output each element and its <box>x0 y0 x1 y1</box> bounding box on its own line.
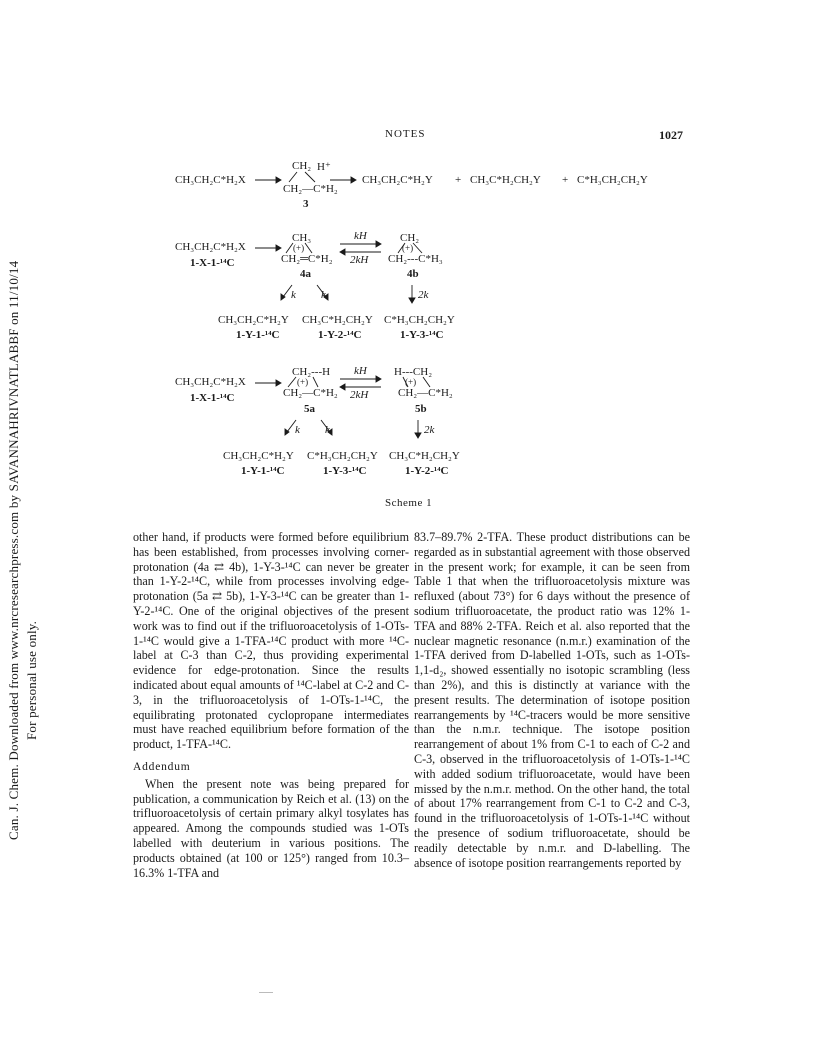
row1-product-3: C*H₃CH₂CH₂Y <box>577 174 648 186</box>
row1-intermediate-bottom: CH₂—C*H₂ <box>283 183 338 195</box>
row2-k-middle: k <box>321 289 326 301</box>
download-note-line-2: For personal use only. <box>24 620 39 740</box>
row2-4b-bottom: CH₂---C*H₃ <box>388 253 443 265</box>
row2-product-2: CH₃C*H₂CH₂Y <box>302 314 373 326</box>
row1-intermediate-label: 3 <box>303 198 309 210</box>
row2-4b-top: CH₂ <box>400 232 420 244</box>
row3-5b-charge: (+) <box>405 377 417 387</box>
row2-product-3: C*H₃CH₂CH₂Y <box>384 314 455 326</box>
left-column <box>133 530 409 880</box>
row2-product-1-label: 1-Y-1-¹⁴C <box>236 329 280 341</box>
row2-k-left: k <box>291 289 296 301</box>
row2-4a-label: 4a <box>300 268 311 280</box>
row3-k-right: 2k <box>424 424 435 436</box>
row3-k-left: k <box>295 424 300 436</box>
row2-4a-charge: (+) <box>293 243 305 253</box>
row3-k-middle: k <box>325 424 330 436</box>
row3-5b-label: 5b <box>415 403 427 415</box>
left-paragraph-1: other hand, if products were formed before equilibrium has been established, from processes involving corner-protonation (4a ⇄ 4b), 1-Y-3-¹⁴C can never be greater than 1-Y-2-¹⁴C, while from processes involving edge-protonation (5a ⇄ 5b), 1-Y-3-¹⁴C can be greater than 1-Y-2-¹⁴C. One of the original objectives of the present work was to find out if the trifluoroacetolysis of 1-OTs-1-¹⁴C would give a 1-TFA-¹⁴C product with more ¹⁴C-label at C-3 than C-2, thus providing experimental evidence for edge-protonation. Since the results indicated about equal amounts of ¹⁴C-label at C-2 and C-3, in the trifluoroacetolysis of 1-OTs-1-¹⁴C, the equilibrating protonated cyclopropane intermediates must have reached equilibrium before formation of the product, 1-TFA-¹⁴C. <box>133 530 409 752</box>
row3-5b-top: H---CH₂ <box>394 366 433 378</box>
row2-4b-label: 4b <box>407 268 419 280</box>
footer-mark <box>259 992 273 993</box>
right-column <box>414 530 690 870</box>
row1-intermediate-top: CH₂ <box>292 160 312 172</box>
row3-5b-bottom: CH₂—C*H₂ <box>398 387 453 399</box>
right-paragraph-1: 83.7–89.7% 2-TFA. These product distributions can be regarded as in substantial agreement with those observed in the present work; for example, it can be seen from Table 1 that when the trifluoroacetolysis mixture was refluxed (about 73°) for 6 days without the presence of sodium trifluoroacetate, the product ratio was 12% 1-TFA and 88% 2-TFA. Reich et al. also reported that the nuclear magnetic resonance (n.m.r.) examination of the 1-TFA derived from D-labelled 1-OTs, such as 1-OTs-1,1-d₂, showed essentially no isotopic scrambling (less than 2%), and this is distinctly at variance with the present results. The determination of isotope position rearrangements by ¹⁴C-tracers would be more sensitive than the n.m.r. technique. The isotope position rearrangement of about 1% from C-1 to each of C-2 and C-3, observed in the trifluoroacetolysis of 1-OTs-1-¹⁴C with added sodium trifluoroacetate, would have been missed by the n.m.r. method. On the other hand, the total of about 17% rearrangement from C-1 to C-2 and C-3, found in the trifluoroacetolysis of 1-OTs-1-¹⁴C without the presence of sodium trifluoroacetate, should be readily detectable by n.m.r. and D-labelling. The absence of isotope position rearrangements reported by <box>414 530 690 870</box>
row3-product-3-label: 1-Y-2-¹⁴C <box>405 465 449 477</box>
row3-product-3: CH₃C*H₂CH₂Y <box>389 450 460 462</box>
row2-4a-bottom: CH₂═C*H₂ <box>281 253 333 265</box>
row3-5a-label: 5a <box>304 403 315 415</box>
addendum-heading: Addendum <box>133 760 191 773</box>
row2-4a-top: CH₃ <box>292 232 312 244</box>
row2-reactant: CH₃CH₂C*H₂X <box>175 241 246 253</box>
row3-5a-top: CH₂---H <box>292 366 331 378</box>
row1-product-2: CH₃C*H₂CH₂Y <box>470 174 541 186</box>
row2-k-right: 2k <box>418 289 429 301</box>
row3-kh-forward: kH <box>354 365 367 377</box>
row1-reactant: CH₃CH₂C*H₂X <box>175 174 246 186</box>
scheme-1: CH₃CH₂C*H₂X CH₂ H⁺ CH₂—C*H₂ 3 CH₃CH₂C*H₂Y + CH₃C*H₂CH₂Y + C*H₃CH₂CH₂Y CH₃CH₂C*H₂X 1-X-1-¹⁴C CH₃ (+) CH₂═C*H₂ 4a kH 2kH CH₂ (+) CH₂---C*H₃ 4b k k 2k CH₃CH₂C*H₂Y 1-Y-1-¹⁴C CH₃C*H₂CH₂Y 1-Y-2-¹⁴C C*H₃CH₂CH₂Y 1-Y-3-¹⁴C CH₃CH₂C*H₂X 1-X-1-¹⁴C CH₂---H (+) CH₂—C*H₂ 5a kH 2kH H---CH₂ (+) CH₂—C*H₂ 5b k k 2k CH₃CH₂C*H₂Y 1-Y-1-¹⁴C C*H₃CH₂CH₂Y 1-Y-3-¹⁴C CH₃C*H₂CH₂Y 1-Y-2-¹⁴C <box>0 0 816 520</box>
row2-reactant-label: 1-X-1-¹⁴C <box>190 257 235 269</box>
row3-reactant-label: 1-X-1-¹⁴C <box>190 392 235 404</box>
row3-product-1-label: 1-Y-1-¹⁴C <box>241 465 285 477</box>
row2-kh-reverse: 2kH <box>350 254 369 266</box>
running-title: NOTES <box>385 128 426 140</box>
row2-product-3-label: 1-Y-3-¹⁴C <box>400 329 444 341</box>
row2-kh-forward: kH <box>354 230 367 242</box>
row3-product-2: C*H₃CH₂CH₂Y <box>307 450 378 462</box>
row2-4b-charge: (+) <box>402 243 414 253</box>
row2-product-2-label: 1-Y-2-¹⁴C <box>318 329 362 341</box>
row1-product-1: CH₃CH₂C*H₂Y <box>362 174 433 186</box>
row3-5a-charge: (+) <box>297 377 309 387</box>
scheme-caption: Scheme 1 <box>385 497 433 509</box>
row3-5a-bottom: CH₂—C*H₂ <box>283 387 338 399</box>
row1-intermediate-proton: H⁺ <box>317 161 331 173</box>
left-paragraph-2: When the present note was being prepared for publication, a communication by Reich et al. (13) on the trifluoroacetolysis of certain primary alkyl tosylates has appeared. Among the compounds studied was 1-OTs labelled with deuterium in various positions. The products obtained (at 100 or 125°) ranged from 10.3–16.3% 1-TFA and <box>133 776 409 880</box>
row3-reactant: CH₃CH₂C*H₂X <box>175 376 246 388</box>
row3-product-2-label: 1-Y-3-¹⁴C <box>323 465 367 477</box>
row2-product-1: CH₃CH₂C*H₂Y <box>218 314 289 326</box>
download-note-line-1: Can. J. Chem. Downloaded from www.nrcresearchpress.com by SAVANNAHRIVNATLABBF on 11/10/14 <box>6 260 21 840</box>
row3-product-1: CH₃CH₂C*H₂Y <box>223 450 294 462</box>
page-number: 1027 <box>659 128 683 142</box>
row3-kh-reverse: 2kH <box>350 389 369 401</box>
